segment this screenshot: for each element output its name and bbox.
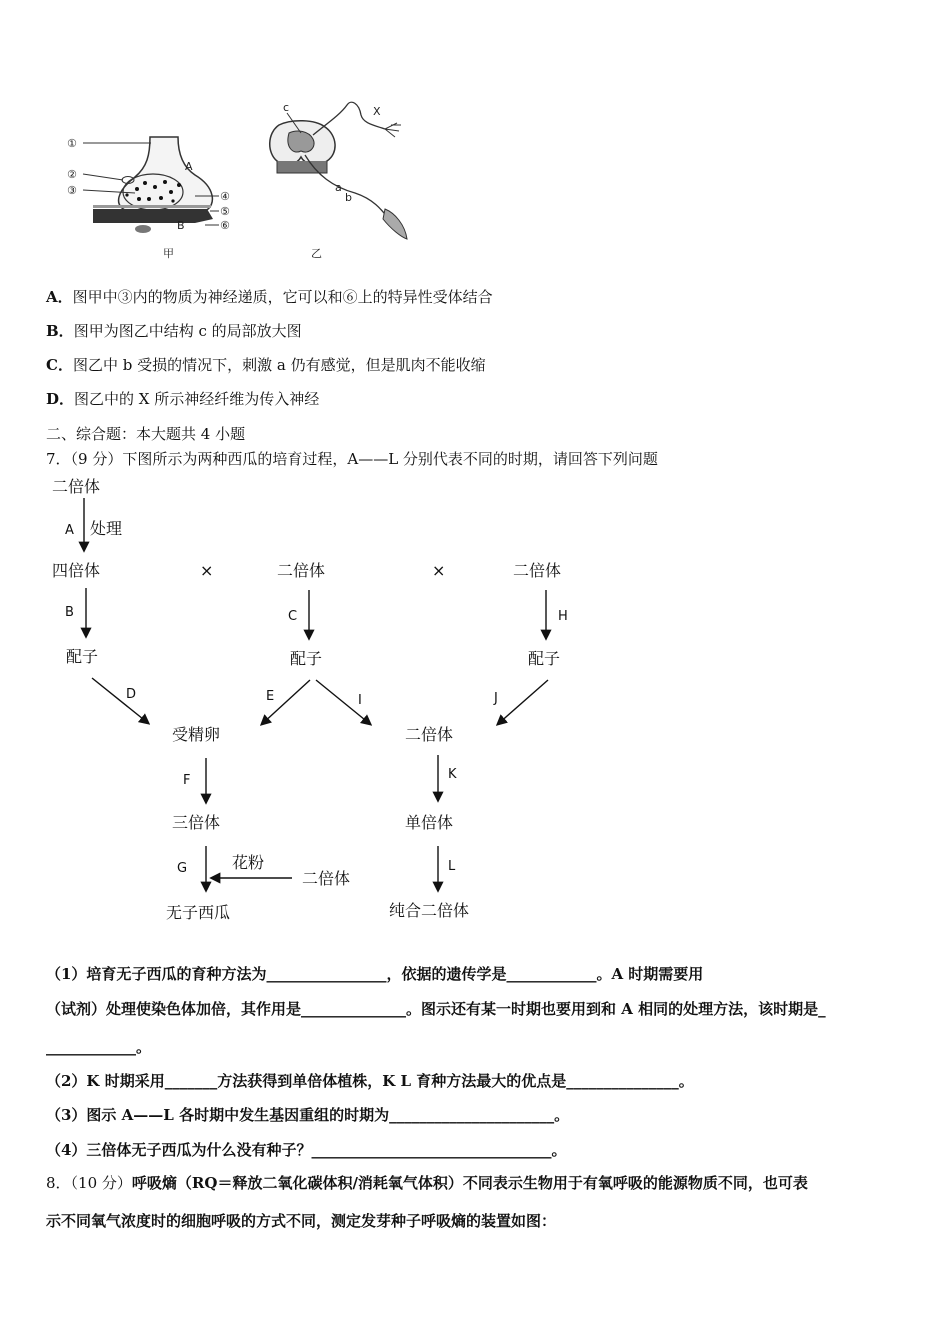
label-treat: 处理	[90, 519, 123, 538]
label-5: ⑤	[220, 205, 230, 218]
breeding-flowchart	[40, 470, 600, 930]
node-seedless: 无子西瓜	[166, 903, 231, 922]
node-haploid: 单倍体	[405, 813, 454, 832]
q7-part2: （2）K 时期采用_______方法获得到单倍体植株，K L 育种方法最大的优点是_______________。	[46, 1072, 694, 1090]
step-G: G	[177, 861, 188, 876]
synapse-diagram-jia	[67, 137, 230, 260]
reflex-arc-yi	[270, 101, 407, 260]
q7-part1-line2: （试剂）处理使染色体加倍，其作用是______________。图示还有某一时期也要用到和 A 相同的处理方法，该时期是_	[46, 1000, 826, 1018]
step-F: F	[183, 773, 191, 788]
option-a: A．图甲中③内的物质为神经递质，它可以和⑥上的特异性受体结合	[46, 288, 493, 306]
step-L: L	[448, 859, 456, 874]
label-c: c	[283, 101, 290, 114]
axon-terminal	[119, 137, 213, 211]
q7-part4: （4）三倍体无子西瓜为什么没有种子？________________________________。	[46, 1141, 567, 1159]
option-d: D．图乙中的 X 所示神经纤维为传入神经	[46, 390, 320, 408]
q7-part1-line3: ____________。	[46, 1038, 152, 1056]
spinal-cord-side	[277, 161, 327, 173]
node-pure-diploid: 纯合二倍体	[389, 901, 470, 920]
node-tetraploid: 四倍体	[52, 561, 101, 580]
neuron-figure	[55, 95, 425, 267]
label-B: B	[177, 219, 185, 232]
node-gamete-2: 配子	[290, 649, 323, 668]
muscle	[383, 209, 407, 239]
arrow-J	[498, 680, 548, 724]
step-H: H	[558, 609, 568, 624]
step-K: K	[448, 767, 457, 782]
node-gamete-1: 配子	[66, 647, 99, 666]
receptor-ending	[385, 123, 401, 137]
label-1: ①	[67, 137, 77, 150]
label-X: X	[373, 105, 381, 118]
q8-line1: 8．（10 分）呼吸熵（RQ＝释放二氧化碳体积/消耗氧气体积）不同表示生物用于有氧呼吸的能源物质不同，也可表	[46, 1174, 808, 1192]
cross-2: ×	[432, 561, 446, 580]
label-pollen: 花粉	[232, 853, 265, 872]
label-b: b	[345, 191, 352, 204]
label-a: a	[335, 181, 342, 194]
step-C: C	[288, 609, 298, 624]
step-B: B	[65, 605, 74, 620]
label-2: ②	[67, 168, 77, 181]
label-4: ④	[220, 190, 230, 203]
option-c: C．图乙中 b 受损的情况下，刺激 a 仍有感觉，但是肌肉不能收缩	[46, 356, 486, 374]
q8-line2: 示不同氧气浓度时的细胞呼吸的方式不同，测定发芽种子呼吸熵的装置如图：	[46, 1212, 557, 1230]
label-3: ③	[67, 184, 77, 197]
cross-1: ×	[200, 561, 214, 580]
step-E: E	[266, 689, 275, 704]
postsynaptic-membrane	[93, 209, 213, 223]
node-diploid-pollen: 二倍体	[302, 869, 351, 888]
arrow-D	[92, 678, 148, 723]
label-A: A	[185, 160, 193, 173]
q7-stem: 7．（9 分）下图所示为两种西瓜的培育过程，A——L 分别代表不同的时期，请回答下列问题	[46, 450, 658, 468]
node-diploid-right: 二倍体	[513, 561, 562, 580]
step-I: I	[358, 693, 362, 708]
node-gamete-3: 配子	[528, 649, 561, 668]
step-A: A	[65, 523, 74, 538]
receptor-blob	[135, 225, 151, 233]
step-D: D	[126, 687, 137, 702]
node-zygote: 受精卵	[172, 725, 221, 744]
node-diploid-center: 二倍体	[405, 725, 454, 744]
section-heading: 二、综合题：本大题共 4 小题	[46, 425, 246, 443]
node-triploid: 三倍体	[172, 813, 221, 832]
step-J: J	[494, 691, 498, 706]
node-diploid-mid: 二倍体	[277, 561, 326, 580]
q7-part1-line1: （1）培育无子西瓜的育种方法为________________，依据的遗传学是____________。A 时期需要用	[46, 965, 704, 983]
arrow-I	[316, 680, 370, 724]
label-6: ⑥	[220, 219, 230, 232]
caption-yi: 乙	[311, 247, 322, 260]
node-diploid-top: 二倍体	[52, 477, 101, 496]
synaptic-cleft	[93, 205, 211, 208]
option-b: B．图甲为图乙中结构 c 的局部放大图	[46, 322, 302, 340]
q7-part3: （3）图示 A——L 各时期中发生基因重组的时期为______________________。	[46, 1106, 570, 1124]
caption-jia: 甲	[163, 247, 174, 260]
